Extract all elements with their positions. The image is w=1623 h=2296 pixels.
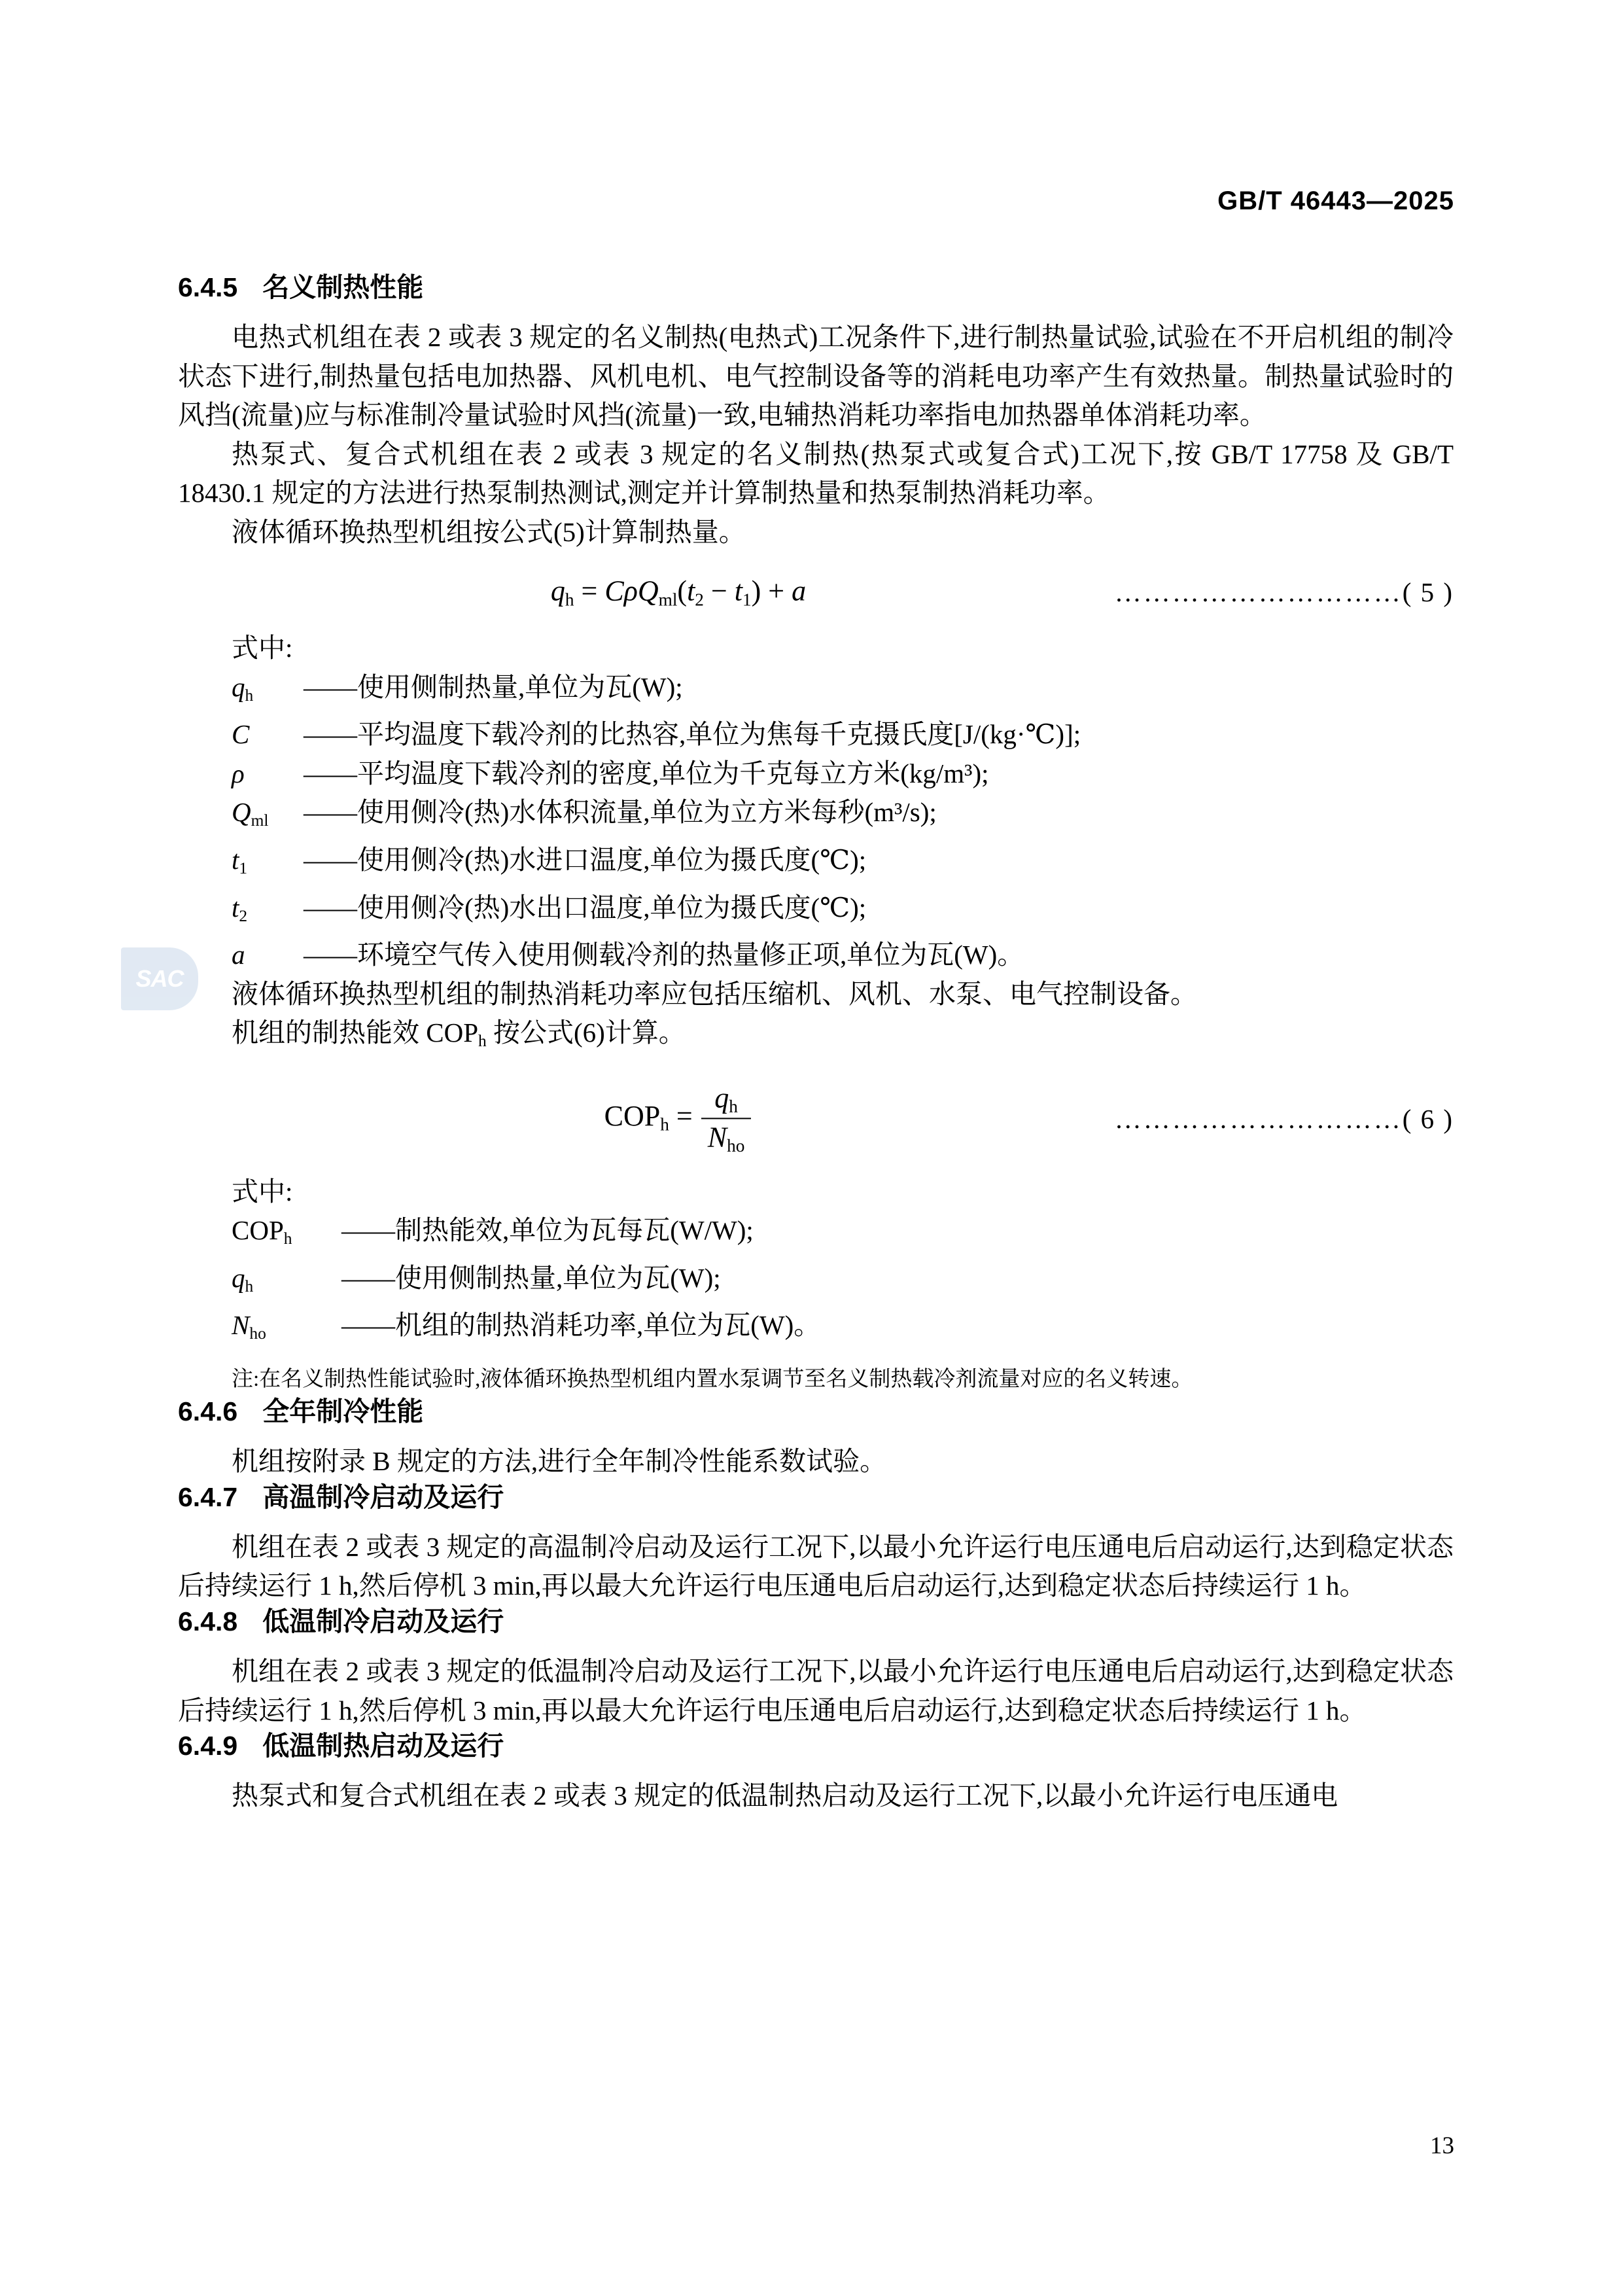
section-number-6-4-8: 6.4.8: [178, 1606, 238, 1636]
formula-5-expression: $q_h = C\rho Q_{ml}(t_2 - t_1) + a$: [550, 574, 807, 610]
symbol-a: a: [232, 940, 245, 970]
section-heading-6-4-9: [178, 1730, 1454, 1762]
symbol-qh-2: $q_h$: [232, 1262, 254, 1296]
paragraph-6-4-5-4: 液体循环换热型机组的制热消耗功率应包括压缩机、风机、水泵、电气控制设备。: [232, 978, 1197, 1009]
section-number-6-4-9: 6.4.9: [178, 1731, 238, 1761]
definition-row-c: [178, 715, 1454, 754]
paragraph-6-4-8-1: 机组在表 2 或表 3 规定的低温制冷启动及运行工况下,以最小允许运行电压通电后启动运行,达到稳定状态后持续运行 1 h,然后停机 3 min,再以最大允许运行电压通电后启动运行,达到稳定状态后持续运行 1 h。: [178, 1656, 1454, 1725]
definition-row-qh: [178, 668, 1454, 716]
paragraph-6-4-5-2: 热泵式、复合式机组在表 2 或表 3 规定的名义制热(热泵式或复合式)工况下,按 GB/T 17758 及 GB/T 18430.1 规定的方法进行热泵制热测试,测定并计算制热量和热泵制热消耗功率。: [178, 438, 1454, 508]
definition-row-coph: [178, 1211, 1454, 1259]
formula-6-numerator: $q_h$: [714, 1082, 738, 1116]
section-heading-6-4-5: [178, 272, 1454, 304]
page-number: 13: [1430, 2132, 1454, 2159]
section-heading-6-4-8: [178, 1606, 1454, 1638]
formula-6-denominator: $N_{ho}$: [701, 1118, 752, 1157]
section-title-6-4-7: 高温制冷启动及运行: [262, 1481, 504, 1512]
definition-row-t1: [178, 841, 1454, 889]
definition-text-coph: ——制热能效,单位为瓦每瓦(W/W);: [341, 1215, 754, 1246]
definition-text-t2: ——使用侧冷(热)水出口温度,单位为摄氏度(℃);: [304, 892, 867, 923]
where-label-6: 式中:: [232, 1176, 293, 1207]
symbol-rho: ρ: [232, 758, 245, 788]
definition-row-a: [178, 936, 1454, 975]
definition-text-qh-2: ——使用侧制热量,单位为瓦(W);: [341, 1262, 721, 1293]
symbol-t1: $t_1$: [232, 844, 248, 878]
paragraph-6-4-9-1: 热泵式和复合式机组在表 2 或表 3 规定的低温制热启动及运行工况下,以最小允许运行电压通电: [232, 1780, 1338, 1811]
formula-6-fraction: [701, 1081, 752, 1156]
definition-text-a: ——环境空气传入使用侧载冷剂的热量修正项,单位为瓦(W)。: [304, 940, 1024, 970]
formula-6-row: [178, 1076, 1454, 1162]
definition-text-qh: ——使用侧制热量,单位为瓦(W);: [304, 671, 683, 702]
formula-5-number: ( 5 ): [1402, 577, 1454, 608]
section-title-6-4-9: 低温制热启动及运行: [262, 1731, 504, 1761]
definition-list-formula-6: [178, 1211, 1454, 1354]
section-number-6-4-7: 6.4.7: [178, 1481, 238, 1512]
note-6-4-5: 注:在名义制热性能试验时,液体循环换热型机组内置水泵调节至名义制热载冷剂流量对应的名义转速。: [232, 1368, 1193, 1392]
section-number-6-4-5: 6.4.5: [178, 272, 238, 302]
symbol-nho: $N_{ho}$: [232, 1310, 266, 1343]
definition-text-nho: ——机组的制热消耗功率,单位为瓦(W)。: [341, 1310, 821, 1341]
symbol-t2: $t_2$: [232, 892, 248, 925]
paragraph-6-4-6-1: 机组按附录 B 规定的方法,进行全年制冷性能系数试验。: [232, 1446, 887, 1477]
section-number-6-4-6: 6.4.6: [178, 1396, 238, 1427]
formula-6-dots: …………………………: [1114, 1103, 1403, 1134]
section-title-6-4-8: 低温制冷启动及运行: [262, 1606, 504, 1636]
definition-text-qml: ——使用侧冷(热)水体积流量,单位为立方米每秒(m³/s);: [304, 797, 937, 828]
formula-5-dots: …………………………: [1114, 577, 1403, 608]
definition-row-t2: [178, 889, 1454, 936]
sac-watermark-logo: SAC: [121, 947, 198, 1010]
formula-5-leader: [1115, 576, 1454, 608]
section-heading-6-4-7: [178, 1481, 1454, 1513]
paragraph-6-4-5-3: 液体循环换热型机组按公式(5)计算制热量。: [232, 516, 746, 547]
page-content: [178, 272, 1454, 1816]
paragraph-6-4-5-5: 机组的制热能效 $COP_h$ 按公式(6)计算。: [232, 1017, 686, 1051]
definition-row-qh-2: [178, 1259, 1454, 1307]
definition-text-t1: ——使用侧冷(热)水进口温度,单位为摄氏度(℃);: [304, 844, 867, 875]
definition-row-qml: [178, 793, 1454, 841]
formula-6-number: ( 6 ): [1402, 1103, 1454, 1134]
page-header-standard-number: GB/T 46443—2025: [1217, 186, 1454, 215]
definition-list-formula-5: [178, 668, 1454, 975]
definition-row-rho: [178, 754, 1454, 794]
formula-6-expression: $COP_h$ = $\frac{q_h}{N_{ho}}$: [178, 1081, 1454, 1156]
section-heading-6-4-6: [178, 1396, 1454, 1428]
symbol-qml: $Q_{ml}$: [232, 797, 269, 830]
definition-text-rho: ——平均温度下载冷剂的密度,单位为千克每立方米(kg/m³);: [304, 758, 989, 788]
formula-5-row: [178, 562, 1454, 622]
section-title-6-4-6: 全年制冷性能: [262, 1396, 424, 1427]
paragraph-6-4-7-1: 机组在表 2 或表 3 规定的高温制冷启动及运行工况下,以最小允许运行电压通电后启动运行,达到稳定状态后持续运行 1 h,然后停机 3 min,再以最大允许运行电压通电后启动运行,达到稳定状态后持续运行 1 h。: [178, 1531, 1454, 1601]
definition-text-c: ——平均温度下载冷剂的比热容,单位为焦每千克摄氏度[J/(kg·℃)];: [304, 719, 1081, 750]
paragraph-6-4-5-1: 电热式机组在表 2 或表 3 规定的名义制热(电热式)工况条件下,进行制热量试验,试验在不开启机组的制冷状态下进行,制热量包括电加热器、风机电机、电气控制设备等的消耗电功率产生有效热量。制热量试验时的风挡(流量)应与标准制冷量试验时风挡(流量)一致,电辅热消耗功率指电加热器单体消耗功率。: [178, 322, 1454, 431]
formula-6-leader: [1115, 1103, 1454, 1135]
symbol-c: C: [232, 719, 250, 750]
section-title-6-4-5: 名义制热性能: [262, 272, 424, 302]
where-label-5: 式中:: [232, 633, 293, 663]
symbol-coph: $COP_h$: [232, 1215, 292, 1248]
definition-row-nho: [178, 1306, 1454, 1354]
symbol-qh: $q_h$: [232, 671, 254, 705]
